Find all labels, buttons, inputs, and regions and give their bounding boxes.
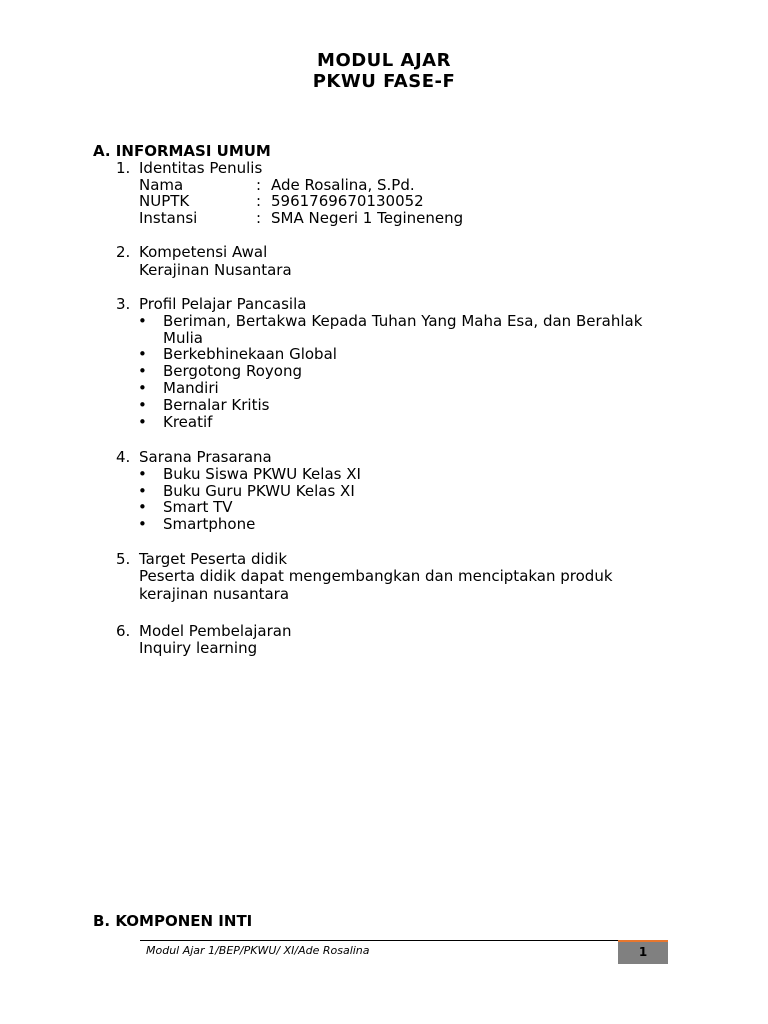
item-title: Identitas Penulis xyxy=(139,159,263,177)
page-number: 1 xyxy=(638,945,648,959)
document-subtitle: PKWU FASE-F xyxy=(312,71,456,92)
field-value: Ade Rosalina, S.Pd. xyxy=(271,176,415,194)
bullet-text: Berkebhinekaan Global xyxy=(163,345,337,363)
bullet-icon: • xyxy=(138,413,147,431)
item-title: Kompetensi Awal xyxy=(139,243,268,261)
footer-divider xyxy=(140,940,618,941)
footer-text: Modul Ajar 1/BEP/PKWU/ XI/Ade Rosalina xyxy=(146,944,370,957)
field-label: Instansi xyxy=(139,209,198,227)
field-label: Nama xyxy=(139,176,184,194)
item-number: 1. xyxy=(116,159,131,177)
item-number: 3. xyxy=(116,295,131,313)
item-text: kerajinan nusantara xyxy=(139,585,290,603)
bullet-text: Bergotong Royong xyxy=(163,362,302,380)
bullet-text: Kreatif xyxy=(163,413,213,431)
field-value: 5961769670130052 xyxy=(271,192,424,210)
item-text: Kerajinan Nusantara xyxy=(139,261,292,279)
item-number: 2. xyxy=(116,243,131,261)
bullet-text: Bernalar Kritis xyxy=(163,396,270,414)
field-value: SMA Negeri 1 Tegineneng xyxy=(271,209,464,227)
item-text: Inquiry learning xyxy=(139,639,258,657)
item-number: 4. xyxy=(116,448,131,466)
bullet-text: Beriman, Bertakwa Kepada Tuhan Yang Maha Esa, dan Berahlak xyxy=(163,312,643,330)
field-colon: : xyxy=(256,176,262,194)
bullet-icon: • xyxy=(138,396,147,414)
field-label: NUPTK xyxy=(139,192,190,210)
bullet-text: Smartphone xyxy=(163,515,256,533)
item-number: 6. xyxy=(116,622,131,640)
section-heading-a: A. INFORMASI UMUM xyxy=(93,142,271,160)
bullet-icon: • xyxy=(138,498,147,516)
bullet-icon: • xyxy=(138,379,147,397)
field-colon: : xyxy=(256,192,262,210)
bullet-text: Smart TV xyxy=(163,498,233,516)
section-heading-b: B. KOMPONEN INTI xyxy=(93,912,253,930)
item-text: Peserta didik dapat mengembangkan dan menciptakan produk xyxy=(139,567,613,585)
bullet-icon: • xyxy=(138,362,147,380)
item-number: 5. xyxy=(116,550,131,568)
bullet-text: Mulia xyxy=(163,329,203,347)
document-title: MODUL AJAR xyxy=(317,50,451,71)
field-colon: : xyxy=(256,209,262,227)
bullet-text: Buku Guru PKWU Kelas XI xyxy=(163,482,355,500)
bullet-icon: • xyxy=(138,465,147,483)
item-title: Profil Pelajar Pancasila xyxy=(139,295,307,313)
bullet-icon: • xyxy=(138,345,147,363)
bullet-text: Buku Siswa PKWU Kelas XI xyxy=(163,465,361,483)
item-title: Model Pembelajaran xyxy=(139,622,292,640)
page-number-box xyxy=(618,940,668,964)
bullet-icon: • xyxy=(138,482,147,500)
bullet-icon: • xyxy=(138,515,147,533)
bullet-icon: • xyxy=(138,312,147,330)
item-title: Target Peserta didik xyxy=(139,550,288,568)
item-title: Sarana Prasarana xyxy=(139,448,272,466)
bullet-text: Mandiri xyxy=(163,379,219,397)
